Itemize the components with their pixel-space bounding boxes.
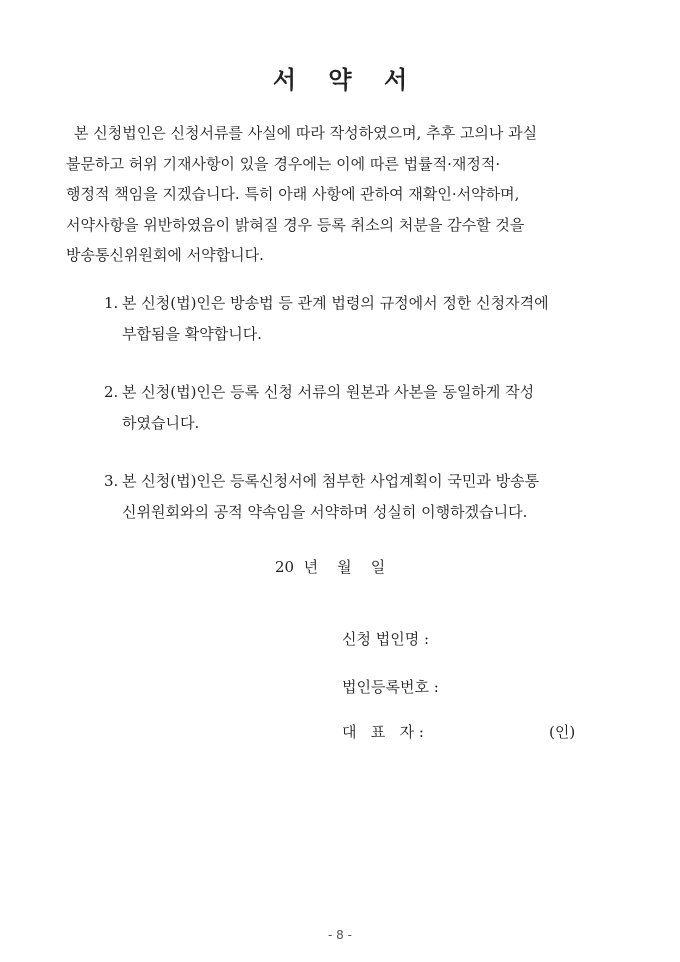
intro-line: 본 신청법인은 신청서류를 사실에 따라 작성하였으며, 추후 고의나 과실	[74, 124, 538, 142]
pledge-list	[104, 288, 618, 555]
representative-label: 대 표 자 :	[342, 723, 424, 741]
date-line: 20 년 월 일	[275, 558, 386, 576]
pledge-text: 부합됨을 확약합니다.	[122, 324, 262, 343]
pledge-number: 2.	[104, 383, 119, 401]
document-title: 서 약 서	[272, 65, 420, 94]
pledge-item	[104, 377, 618, 438]
intro-line: 불문하고 허위 기재사항이 있을 경우에는 이에 따른 법률적·재정적·	[66, 154, 501, 173]
intro-paragraph	[66, 118, 618, 271]
registration-number-label: 법인등록번호 :	[342, 678, 439, 696]
pledge-item	[104, 466, 618, 527]
pledge-text: 본 신청(법)인은 등록신청서에 첨부한 사업계획이 국민과 방송통	[122, 472, 540, 490]
intro-line: 행정적 책임을 지겠습니다. 특히 아래 사항에 관하여 재확인·서약하며,	[66, 185, 520, 203]
seal-mark: (인)	[549, 723, 576, 741]
pledge-item	[104, 288, 618, 349]
intro-line: 방송통신위원회에 서약합니다.	[66, 246, 264, 264]
pledge-number: 1.	[104, 294, 119, 312]
applicant-name-label: 신청 법인명 :	[342, 630, 430, 648]
pledge-text: 하였습니다.	[122, 413, 200, 432]
page-number: - 8 -	[328, 928, 352, 942]
pledge-number: 3.	[104, 472, 119, 490]
pledge-text: 본 신청(법)인은 등록 신청 서류의 원본과 사본을 동일하게 작성	[122, 383, 535, 401]
intro-line: 서약사항을 위반하였음이 밝혀질 경우 등록 취소의 처분을 감수할 것을	[66, 215, 525, 234]
pledge-text: 본 신청(법)인은 방송법 등 관계 법령의 규정에서 정한 신청자격에	[122, 294, 549, 312]
pledge-text: 신위원회와의 공적 약속임을 서약하며 성실히 이행하겠습니다.	[122, 502, 528, 521]
